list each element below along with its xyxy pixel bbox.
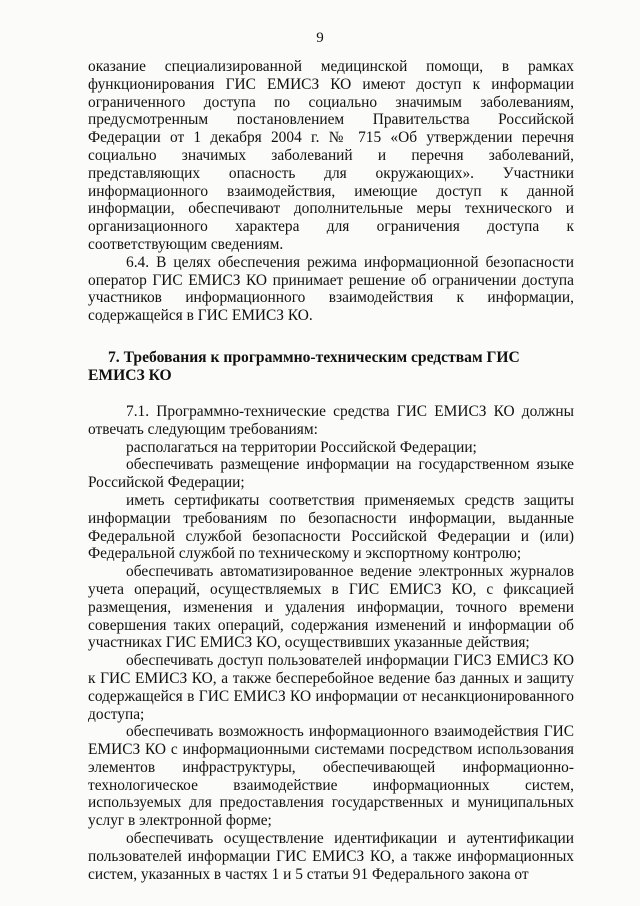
list-item: обеспечивать размещение информации на государственном языке Российской Федерации; bbox=[88, 456, 574, 492]
paragraph-continuation: оказание специализированной медицинской помощи, в рамках функционирования ГИС ЕМИСЗ КО имеют доступ к информации ограниченного доступа по социально значимым заболеваниям, предусмотренным постановлением Правительства Российской Федерации от 1 декабря 2004 г. № 715 «Об утверждении перечня социально значимых заболеваний и перечня заболеваний, представляющих опасность для окружающих». Участники информационного взаимодействия, имеющие доступ к данной информации, обеспечивают дополнительные меры технического и организационного характера для ограничения доступа к соответствующим сведениям. bbox=[88, 58, 574, 253]
list-item: располагаться на территории Российской Федерации; bbox=[126, 438, 477, 456]
paragraph-6-4: 6.4. В целях обеспечения режима информационной безопасности оператор ГИС ЕМИСЗ КО принимает решение об ограничении доступа участников информационного взаимодействия к информации, содержащейся в ГИС ЕМИСЗ КО. bbox=[88, 253, 574, 325]
list-item: иметь сертификаты соответствия применяемых средств защиты информации требованиям по безопасности информации, выданные Федеральной службой безопасности Российской Федерации и (или) Федеральной службой по техническому и экспортному контролю; bbox=[88, 491, 574, 563]
section-heading: 7. Требования к программно-техническим средствам ГИС ЕМИСЗ КО bbox=[88, 348, 520, 384]
list-item: обеспечивать возможность информационного взаимодействия ГИС ЕМИСЗ КО с информационными системами посредством использования элементов инфраструктуры, обеспечивающей информационно-технологическое взаимодействие информационных систем, используемых для предоставления государственных и муниципальных услуг в электронной форме; bbox=[88, 723, 574, 830]
paragraph-7-1: 7.1. Программно-технические средства ГИС ЕМИСЗ КО должны отвечать следующим требованиям: bbox=[88, 402, 574, 438]
page-number: 9 bbox=[316, 30, 324, 46]
list-item: обеспечивать доступ пользователей информации ГИСЗ ЕМИСЗ КО к ГИС ЕМИСЗ КО, а также бесперебойное ведение баз данных и защиту содержащейся в ГИС ЕМИСЗ КО информации от несанкционированного доступа; bbox=[88, 652, 574, 723]
list-item: обеспечивать осуществление идентификации и аутентификации пользователей информации ГИС ЕМИСЗ КО, а также информационных систем, указанных в частях 1 и 5 статьи 91 Федерального закона от bbox=[88, 830, 574, 883]
list-item: обеспечивать автоматизированное ведение электронных журналов учета операций, осуществляемых в ГИС ЕМИСЗ КО, с фиксацией размещения, изменения и удаления информации, точного времени совершения таких операций, содержания изменений и информации об участниках ГИС ЕМИСЗ КО, осуществивших указанные действия; bbox=[88, 563, 574, 652]
document-body bbox=[88, 58, 574, 883]
